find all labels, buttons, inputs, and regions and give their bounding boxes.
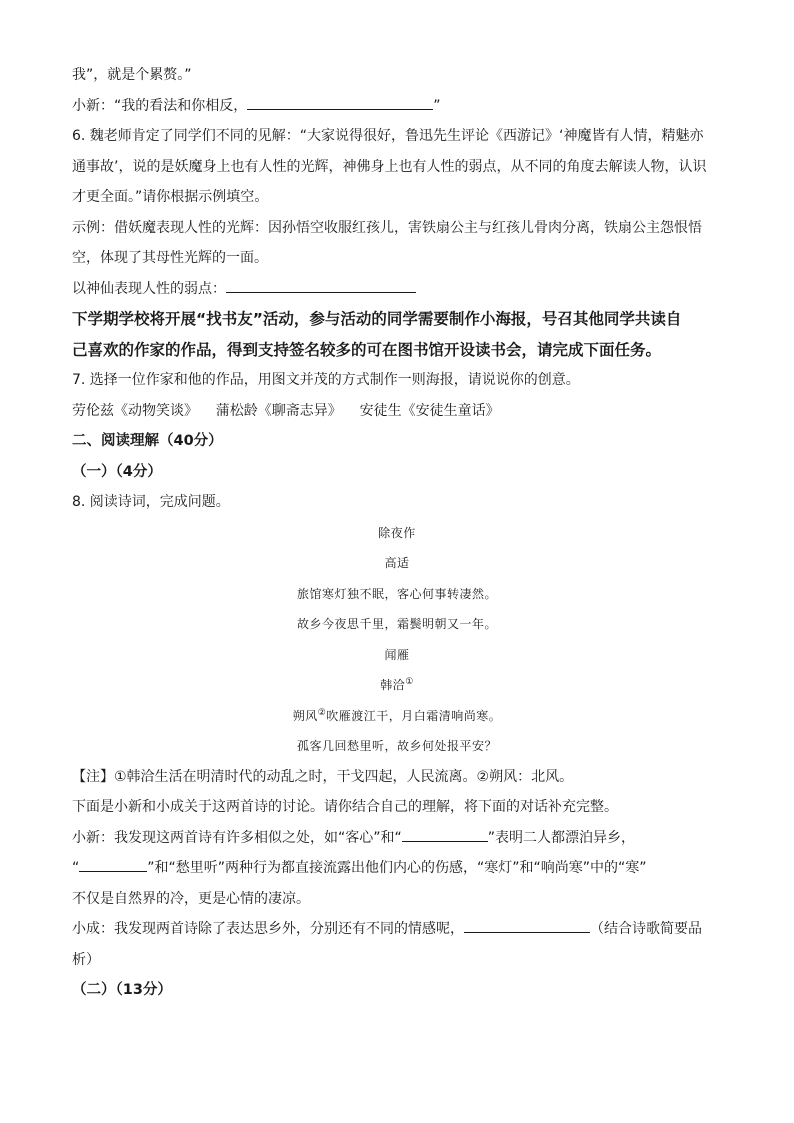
subsection-heading: （一）（4分）: [72, 463, 162, 480]
text-span: ”表明二人都漂泊异乡，: [487, 829, 636, 846]
answer-blank[interactable]: [79, 854, 147, 872]
text-line: 我”，就是个累赘。”: [72, 67, 192, 83]
text-span: ”和“愁里听”两种行为都直接流露出他们内心的伤感，“寒灯”和“响尚寒”中的“寒”: [147, 860, 647, 876]
question-6: 6. 魏老师肯定了同学们不同的见解：“大家说得很好，鲁迅先生评论《西游记》‘神魔皆有人情，精魅亦: [72, 128, 704, 144]
poem-author: 高适: [384, 556, 410, 570]
text-line: 通事故’，说的是妖魔身上也有人性的光辉，神佛身上也有人性的弱点，从不同的角度去解读人物，认识: [72, 158, 707, 175]
text-span: ”: [433, 97, 441, 114]
question-7: 7. 选择一位作家和他的作品，用图文并茂的方式制作一则海报，请说说你的创意。: [72, 372, 580, 388]
question-8: 8. 阅读诗词，完成问题。: [72, 494, 230, 510]
task-instruction: 下学期学校将开展“找书友”活动，参与活动的同学需要制作小海报，号召其他同学共读自: [72, 310, 682, 328]
poem-author: [72, 670, 722, 701]
poem-line: 故乡今夜思千里，霜鬓明朝又一年。: [296, 617, 497, 631]
text-span: 小新：我发现这两首诗有许多相似之处，如“客心”和“: [72, 829, 402, 846]
answer-blank[interactable]: [402, 824, 488, 842]
example-line: 示例：借妖魔表现人性的光辉：因孙悟空收服红孩儿，害铁扇公主与红孩儿骨肉分离，铁扇公主怨恨悟: [72, 219, 702, 236]
poem-title: 除夜作: [378, 525, 416, 540]
poem-line: [72, 701, 722, 732]
dialogue-line: [72, 914, 722, 945]
footnote-marker: ①: [405, 677, 414, 687]
text-span: 以神仙表现人性的弱点：: [72, 280, 226, 297]
subsection-heading: （二）（13分）: [72, 982, 172, 998]
task-instruction: 己喜欢的作家的作品，得到支持签名较多的可在图书馆开设读书会，请完成下面任务。: [72, 340, 662, 359]
discussion-intro: 下面是小新和小成关于这两首诗的讨论。请你结合自己的理解，将下面的对话补充完整。: [72, 799, 618, 815]
section-heading: 二、阅读理解（40分）: [72, 433, 223, 449]
fill-line: [72, 274, 722, 305]
exam-page: [72, 60, 722, 1006]
author-list: 劳伦兹《动物笑谈》 蒲松龄《聊斋志异》 安徒生《安徒生童话》: [72, 402, 500, 419]
poem-text: 朔风: [292, 708, 318, 723]
dialogue-line: 不仅是自然界的冷，更是心情的凄凉。: [72, 890, 310, 907]
dialogue-line: 析）: [72, 951, 100, 968]
answer-blank[interactable]: [247, 92, 433, 110]
footnote-marker: ②: [317, 707, 327, 718]
text-span: “: [72, 860, 80, 876]
poem-text: 吹雁渡江干，月白霜清响尚寒。: [326, 708, 502, 723]
poem-line: 旅馆寒灯独不眠，客心何事转凄然。: [296, 586, 497, 601]
poem-title: 闻雁: [384, 647, 410, 662]
text-line: [72, 91, 722, 122]
example-line: 空，体现了其母性光辉的一面。: [72, 250, 268, 266]
poem-line: 孤客几回愁里听，故乡何处报平安？: [296, 739, 497, 753]
answer-blank[interactable]: [226, 275, 416, 293]
author-name: 韩洽: [380, 678, 406, 692]
text-span: 小成：我发现两首诗除了表达思乡外，分别还有不同的情感呢，: [72, 921, 464, 937]
poem-notes: 【注】①韩洽生活在明清时代的动乱之时，干戈四起，人民流离。②朔风：北风。: [72, 768, 574, 785]
dialogue-line: [72, 823, 722, 854]
text-span: （结合诗歌简要品: [590, 921, 702, 937]
text-span: 小新：“我的看法和你相反，: [72, 97, 248, 114]
answer-blank[interactable]: [464, 915, 590, 933]
dialogue-line: [72, 853, 722, 884]
text-line: 才更全面。”请你根据示例填空。: [72, 189, 269, 205]
